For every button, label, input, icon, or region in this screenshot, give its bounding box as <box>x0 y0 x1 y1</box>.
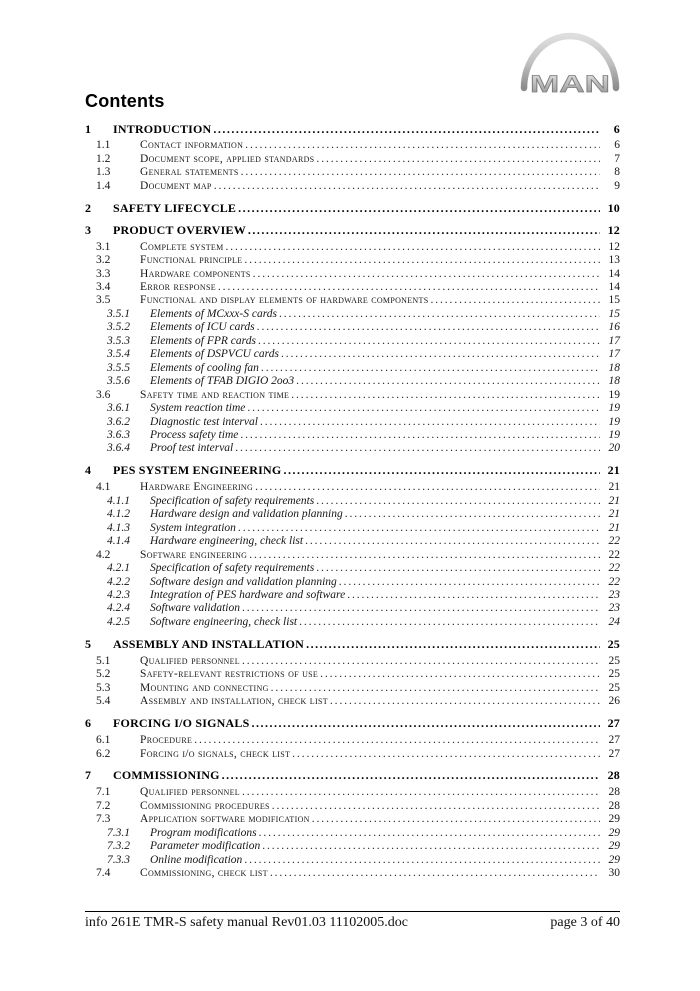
toc-entry-number: 4.2.1 <box>107 562 130 575</box>
toc-entry-label[interactable]: Forcing i/o signals, check list <box>140 747 291 760</box>
toc-entry-page[interactable]: 14 <box>608 281 620 294</box>
toc-entry[interactable] <box>96 734 620 747</box>
toc-entry-number: 6.2 <box>96 747 111 760</box>
toc-entry-number: 1.3 <box>96 166 111 179</box>
toc-entry[interactable] <box>107 402 620 415</box>
toc-dot-leader <box>248 224 600 237</box>
toc-entry-label[interactable]: Software design and validation planning <box>150 575 337 588</box>
toc-entry-page[interactable]: 25 <box>608 681 620 694</box>
toc-entry-number: 4.2.5 <box>107 615 130 628</box>
toc-dot-leader <box>291 389 600 402</box>
toc-entry-number: 4 <box>85 463 92 478</box>
toc-entry[interactable] <box>85 638 620 651</box>
toc-entry-page[interactable]: 17 <box>608 348 620 361</box>
toc-dot-leader <box>339 576 600 589</box>
toc-entry-label[interactable]: System reaction time <box>150 402 246 415</box>
toc-entry[interactable] <box>96 800 620 813</box>
toc-entry-page[interactable]: 20 <box>608 442 620 455</box>
toc-entry-page[interactable]: 28 <box>608 799 620 812</box>
toc-entry-number: 3.4 <box>96 281 111 294</box>
toc-entry-number: 1.4 <box>96 179 111 192</box>
toc-entry-page[interactable]: 19 <box>608 415 620 428</box>
toc-entry-page[interactable]: 12 <box>607 222 620 237</box>
toc-entry-number: 5.1 <box>96 654 111 667</box>
toc-entry-page[interactable]: 22 <box>608 535 620 548</box>
toc-entry-page[interactable]: 15 <box>608 307 620 320</box>
toc-entry[interactable] <box>96 389 620 402</box>
toc-entry[interactable] <box>107 321 620 334</box>
toc-dot-leader <box>347 589 600 602</box>
toc-dot-leader <box>271 682 600 695</box>
toc-entry-label[interactable]: PRODUCT OVERVIEW <box>113 222 246 237</box>
toc-entry-number: 3.6.4 <box>107 442 130 455</box>
toc-entry-page[interactable]: 8 <box>614 166 620 179</box>
toc-entry-label[interactable]: General statements <box>140 166 239 179</box>
toc-dot-leader <box>253 268 600 281</box>
toc-entry-page[interactable]: 19 <box>608 388 620 401</box>
toc-entry-number: 4.1.3 <box>107 521 130 534</box>
toc-dot-leader <box>292 748 600 761</box>
toc-dot-leader <box>430 294 600 307</box>
toc-entry-page[interactable]: 14 <box>608 267 620 280</box>
toc-entry-page[interactable]: 7 <box>614 152 620 165</box>
toc-entry-number: 4.1.4 <box>107 535 130 548</box>
footer-page-indicator: page 3 of 40 <box>550 915 620 930</box>
toc-dot-leader <box>214 180 600 193</box>
toc-entry-page[interactable]: 22 <box>608 548 620 561</box>
toc-entry-label[interactable]: Software validation <box>150 602 240 615</box>
toc-dot-leader <box>245 139 600 152</box>
toc-entry-label[interactable]: Contact information <box>140 139 244 152</box>
toc-dot-leader <box>270 867 600 880</box>
toc-dot-leader <box>261 362 600 375</box>
toc-entry-number: 7.1 <box>96 786 111 799</box>
toc-entry-page[interactable]: 30 <box>608 867 620 880</box>
toc-entry-page[interactable]: 23 <box>608 602 620 615</box>
toc-entry-label[interactable]: Error response <box>140 281 216 294</box>
toc-dot-leader <box>238 522 600 535</box>
toc-entry-number: 4.1 <box>96 481 111 494</box>
toc-entry-number: 3.3 <box>96 267 111 280</box>
toc-entry-number: 3.1 <box>96 240 111 253</box>
man-logo-graphic <box>517 29 623 97</box>
toc-entry-page[interactable]: 18 <box>608 361 620 374</box>
toc-entry-page[interactable]: 18 <box>608 375 620 388</box>
toc-entry-number: 3.2 <box>96 254 111 267</box>
toc-entry-number: 3.6.2 <box>107 415 130 428</box>
toc-dot-leader <box>242 655 600 668</box>
toc-dot-leader <box>305 535 600 548</box>
toc-entry-page[interactable]: 26 <box>608 695 620 708</box>
toc-entry-label[interactable]: Elements of MCxxx-S cards <box>150 307 277 320</box>
toc-entry-label[interactable]: Specification of safety requirements <box>150 562 315 575</box>
toc-dot-leader <box>244 254 600 267</box>
toc-entry[interactable] <box>107 589 620 602</box>
toc-entry-page[interactable]: 21 <box>608 508 620 521</box>
toc-entry-number: 1.1 <box>96 139 111 152</box>
toc-entry[interactable] <box>96 748 620 761</box>
toc-entry-label[interactable]: Safety-relevant restrictions of use <box>140 668 319 681</box>
toc-entry-number: 3.6.1 <box>107 402 130 415</box>
toc-entry-page[interactable]: 27 <box>608 734 620 747</box>
toc-entry[interactable] <box>96 241 620 254</box>
toc-dot-leader <box>257 321 600 334</box>
toc-entry-label[interactable]: Elements of TFAB DIGIO 2oo3 <box>150 375 295 388</box>
toc-entry-label[interactable]: Assembly and installation, check list <box>140 695 328 708</box>
toc-dot-leader <box>316 495 600 508</box>
toc-entry-number: 3.5.3 <box>107 334 130 347</box>
toc-entry-label[interactable]: Document scope, applied standards <box>140 152 315 165</box>
toc-entry-label[interactable]: Document map <box>140 179 212 192</box>
toc-dot-leader <box>320 668 600 681</box>
toc-dot-leader <box>242 602 600 615</box>
toc-entry[interactable] <box>107 348 620 361</box>
toc-dot-leader <box>244 854 600 867</box>
toc-entry-label[interactable]: Integration of PES hardware and software <box>150 589 346 601</box>
toc-entry[interactable] <box>96 268 620 281</box>
toc-entry-label[interactable]: Qualified personnel <box>140 786 240 799</box>
toc-entry-number: 4.2 <box>96 548 111 561</box>
toc-entry-number: 5 <box>85 636 92 651</box>
toc-dot-leader <box>262 840 600 853</box>
man-logo <box>517 29 623 97</box>
toc-entry-page[interactable]: 21 <box>608 481 620 494</box>
toc-entry[interactable] <box>107 495 620 508</box>
toc-entry-number: 3.5.2 <box>107 321 130 334</box>
toc-entry-page[interactable]: 21 <box>608 521 620 534</box>
toc-dot-leader <box>238 202 600 215</box>
toc-entry[interactable] <box>96 294 620 307</box>
toc-dot-leader <box>299 616 600 629</box>
toc-entry-label[interactable]: Commissioning, check list <box>140 867 268 880</box>
toc-entry-label[interactable]: Safety time and reaction time <box>140 388 290 401</box>
toc-entry-page[interactable]: 9 <box>614 179 620 192</box>
page-title: Contents <box>85 91 165 111</box>
toc-entry-label[interactable]: Elements of cooling fan <box>150 361 259 374</box>
toc-entry-label[interactable]: COMMISSIONING <box>113 768 220 783</box>
toc-entry-label[interactable]: Elements of FPR cards <box>150 334 256 347</box>
toc-entry[interactable] <box>85 123 620 136</box>
toc-dot-leader <box>259 827 600 840</box>
toc-dot-leader <box>258 335 600 348</box>
toc-entry-page[interactable]: 15 <box>608 294 620 307</box>
toc-entry-number: 3.6 <box>96 388 111 401</box>
toc-entry-number: 3.5 <box>96 294 111 307</box>
toc-entry-label[interactable]: Software engineering <box>140 548 248 561</box>
toc-dot-leader <box>226 241 601 254</box>
toc-entry-label[interactable]: Application software modification <box>140 813 310 826</box>
toc-entry[interactable] <box>107 602 620 615</box>
toc-entry-label[interactable]: Procedure <box>140 734 193 747</box>
toc-entry-page[interactable]: 19 <box>608 429 620 442</box>
toc-entry-number: 5.2 <box>96 668 111 681</box>
toc-dot-leader <box>255 481 600 494</box>
toc-entry-number: 7.3.2 <box>107 840 130 853</box>
toc-entry-number: 2 <box>85 200 92 215</box>
toc-dot-leader <box>240 429 600 442</box>
toc-entry[interactable] <box>85 202 620 215</box>
toc-entry-page[interactable]: 27 <box>608 747 620 760</box>
toc-entry-label[interactable]: Hardware Engineering <box>140 481 254 494</box>
toc-entry[interactable] <box>107 854 620 867</box>
toc-entry[interactable] <box>107 375 620 388</box>
toc-entry[interactable] <box>85 224 620 237</box>
toc-entry[interactable] <box>107 576 620 589</box>
toc-entry-number: 4.2.2 <box>107 575 130 588</box>
toc-entry-page[interactable]: 6 <box>613 121 620 136</box>
toc-entry[interactable] <box>107 335 620 348</box>
toc-entry-number: 6 <box>85 716 92 731</box>
toc-entry-page[interactable]: 6 <box>614 139 620 152</box>
toc-entry-label[interactable]: Elements of ICU cards <box>150 321 255 334</box>
toc-entry-page[interactable]: 25 <box>607 636 620 651</box>
toc-entry-number: 4.2.3 <box>107 589 130 601</box>
toc-entry-page[interactable]: 22 <box>608 562 620 575</box>
toc-entry-number: 5.4 <box>96 695 111 708</box>
toc-entry-label[interactable]: Qualified personnel <box>140 654 240 667</box>
toc-dot-leader <box>247 402 600 415</box>
toc-entry[interactable] <box>96 668 620 681</box>
toc-entry-label[interactable]: System integration <box>150 521 236 534</box>
toc-entry[interactable] <box>96 254 620 267</box>
toc-entry-number: 3.5.1 <box>107 307 130 320</box>
toc-entry-page[interactable]: 13 <box>608 254 620 267</box>
toc-dot-leader <box>283 464 600 477</box>
toc-entry-number: 3.6.3 <box>107 429 130 442</box>
toc-entry[interactable] <box>85 717 620 730</box>
toc-entry[interactable] <box>96 281 620 294</box>
toc-dot-leader <box>252 717 601 730</box>
toc-entry[interactable] <box>107 840 620 853</box>
toc-dot-leader <box>316 562 600 575</box>
toc-entry[interactable] <box>107 442 620 455</box>
toc-entry-number: 7 <box>85 768 92 783</box>
toc-entry[interactable] <box>107 429 620 442</box>
logo-text: MAN <box>530 71 610 97</box>
toc-entry-page[interactable]: 19 <box>608 402 620 415</box>
toc-entry-number: 3.5.4 <box>107 348 130 361</box>
toc-entry-number: 4.1.2 <box>107 508 130 521</box>
toc-entry-number: 4.1.1 <box>107 494 130 507</box>
toc-entry-number: 7.4 <box>96 867 111 880</box>
toc-dot-leader <box>281 348 600 361</box>
toc-entry-number: 3 <box>85 222 92 237</box>
toc-entry-label[interactable]: Mounting and connecting <box>140 681 269 694</box>
toc-dot-leader <box>345 508 600 521</box>
toc-entry-label[interactable]: Program modifications <box>150 826 257 839</box>
toc-entry-number: 7.2 <box>96 799 111 812</box>
toc-entry-number: 5.3 <box>96 681 111 694</box>
toc-entry-number: 7.3.3 <box>107 853 130 866</box>
toc-entry-label[interactable]: INTRODUCTION <box>113 121 212 136</box>
toc-entry[interactable] <box>107 562 620 575</box>
toc-entry-page[interactable]: 29 <box>608 813 620 826</box>
toc-dot-leader <box>213 123 600 136</box>
toc-entry-number: 1.2 <box>96 152 111 165</box>
toc-entry[interactable] <box>85 769 620 782</box>
toc-entry-label[interactable]: Software engineering, check list <box>150 615 298 628</box>
toc-entry-label[interactable]: FORCING I/O SIGNALS <box>113 716 250 731</box>
toc-entry[interactable] <box>107 535 620 548</box>
toc-entry-page[interactable]: 29 <box>608 840 620 853</box>
toc-entry-label[interactable]: Diagnostic test interval <box>150 415 258 428</box>
toc-entry-number: 7.3.1 <box>107 826 130 839</box>
toc-entry[interactable] <box>96 813 620 826</box>
toc-entry-number: 3.5.6 <box>107 375 130 388</box>
toc-entry-page[interactable]: 21 <box>607 463 620 478</box>
toc-entry[interactable] <box>96 180 620 193</box>
toc-dot-leader <box>330 695 600 708</box>
toc-dot-leader <box>242 786 600 799</box>
toc-entry[interactable] <box>96 786 620 799</box>
toc-entry-label[interactable]: Hardware components <box>140 267 251 280</box>
toc-dot-leader <box>218 281 600 294</box>
toc-list <box>85 114 620 881</box>
toc-entry-label[interactable]: Functional and display elements of hardware components <box>140 294 429 307</box>
toc-entry-label[interactable]: ASSEMBLY AND INSTALLATION <box>113 636 305 651</box>
toc-entry-page[interactable]: 24 <box>608 615 620 628</box>
toc-entry-number: 3.5.5 <box>107 361 130 374</box>
toc-entry-page[interactable]: 16 <box>608 321 620 334</box>
toc-entry[interactable] <box>96 153 620 166</box>
toc-dot-leader <box>306 638 600 651</box>
toc-dot-leader <box>296 375 600 388</box>
toc-entry[interactable] <box>107 508 620 521</box>
toc-entry-page[interactable]: 29 <box>608 853 620 866</box>
toc-entry-label[interactable]: Parameter modification <box>150 840 261 853</box>
toc-dot-leader <box>316 153 600 166</box>
toc-entry-label[interactable]: Process safety time <box>150 429 239 442</box>
toc-entry-label[interactable]: Commissioning procedures <box>140 799 270 812</box>
toc-entry-page[interactable]: 23 <box>608 589 620 601</box>
toc-entry-page[interactable]: 21 <box>608 494 620 507</box>
toc-entry-page[interactable]: 22 <box>608 575 620 588</box>
toc-entry[interactable] <box>107 522 620 535</box>
toc-entry-page[interactable]: 25 <box>608 668 620 681</box>
toc-dot-leader <box>312 813 600 826</box>
toc-dot-leader <box>194 734 600 747</box>
toc-entry-page[interactable]: 28 <box>608 786 620 799</box>
toc-entry[interactable] <box>107 362 620 375</box>
toc-entry-label[interactable]: SAFETY LIFECYCLE <box>113 200 237 215</box>
toc-dot-leader <box>272 800 600 813</box>
toc-entry[interactable] <box>96 682 620 695</box>
toc-entry-label[interactable]: Hardware design and validation planning <box>150 508 343 521</box>
toc-entry[interactable] <box>96 867 620 880</box>
page-footer <box>85 911 620 931</box>
toc-entry-page[interactable]: 29 <box>608 826 620 839</box>
toc-entry[interactable] <box>85 464 620 477</box>
toc-entry-page[interactable]: 25 <box>608 654 620 667</box>
toc-entry[interactable] <box>107 308 620 321</box>
toc-entry-page[interactable]: 12 <box>608 240 620 253</box>
toc-entry[interactable] <box>107 416 620 429</box>
toc-entry[interactable] <box>96 655 620 668</box>
toc-entry-label[interactable]: PES SYSTEM ENGINEERING <box>113 463 282 478</box>
toc-entry-page[interactable]: 27 <box>607 716 620 731</box>
toc-entry-label[interactable]: Specification of safety requirements <box>150 494 315 507</box>
toc-entry[interactable] <box>96 139 620 152</box>
toc-entry-number: 7.3 <box>96 813 111 826</box>
toc-dot-leader <box>241 166 600 179</box>
toc-entry[interactable] <box>96 549 620 562</box>
toc-dot-leader <box>249 549 600 562</box>
toc-entry-label[interactable]: Complete system <box>140 240 224 253</box>
toc-entry[interactable] <box>96 166 620 179</box>
toc-entry-label[interactable]: Functional principle <box>140 254 243 267</box>
toc-entry-label[interactable]: Online modification <box>150 853 243 866</box>
toc-entry-label[interactable]: Hardware engineering, check list <box>150 535 304 548</box>
toc-entry-number: 4.2.4 <box>107 602 130 615</box>
footer-document-name: info 261E TMR-S safety manual Rev01.03 11102005.doc <box>85 915 408 930</box>
toc-dot-leader <box>235 442 600 455</box>
toc-entry-page[interactable]: 10 <box>607 200 620 215</box>
toc-entry[interactable] <box>96 695 620 708</box>
toc-entry-page[interactable]: 28 <box>607 768 620 783</box>
toc-dot-leader <box>279 308 600 321</box>
toc-entry-number: 1 <box>85 121 92 136</box>
toc-entry-label[interactable]: Proof test interval <box>150 442 234 455</box>
toc-entry[interactable] <box>107 827 620 840</box>
toc-entry-label[interactable]: Elements of DSPVCU cards <box>150 348 279 361</box>
toc-entry-number: 6.1 <box>96 734 111 747</box>
toc-dot-leader <box>222 769 600 782</box>
toc-entry[interactable] <box>107 616 620 629</box>
toc-entry-page[interactable]: 17 <box>608 334 620 347</box>
toc-dot-leader <box>260 416 600 429</box>
toc-entry[interactable] <box>96 481 620 494</box>
